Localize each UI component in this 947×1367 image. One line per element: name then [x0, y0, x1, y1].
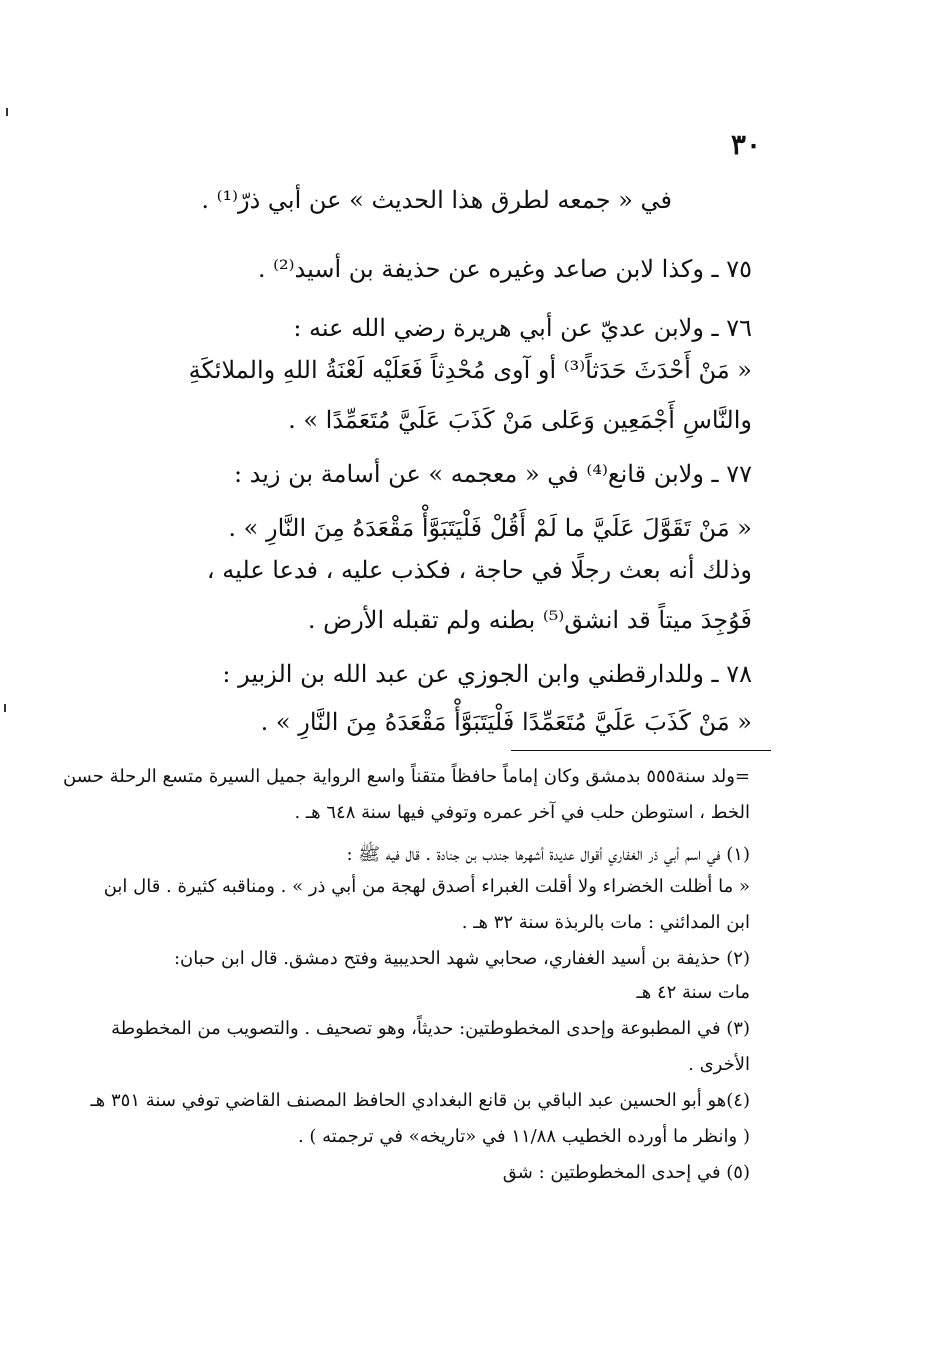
scan-margin-mark	[4, 704, 6, 712]
page-number: ٣٠	[730, 128, 761, 161]
footnote-line: مات سنة ٤٢ هـ	[636, 982, 750, 1003]
body-line: « مَنْ أَحْدَثَ حَدَثاً⁽³⁾ أو آوى مُحْدِثاً فَعَلَيْه لَعْنَةُ اللهِ والملائكَةِ	[188, 356, 752, 384]
footnote-line: الخط ، استوطن حلب في آخر عمره وتوفي فيها سنة ٦٤٨ هـ .	[294, 802, 750, 823]
body-line: ٧٥ ـ وكذا لابن صاعد وغيره عن حذيفة بن أسيد⁽²⁾ .	[257, 255, 752, 283]
footnote-line: (٣) في المطبوعة وإحدى المخطوطتين: حديثاً، وهو تصحيف . والتصويب من المخطوطة	[111, 1018, 750, 1039]
scan-margin-mark	[6, 108, 8, 116]
body-line: ٧٦ ـ ولابن عديّ عن أبي هريرة رضي الله عنه :	[293, 314, 752, 342]
footnote-line: « ما أظلت الخضراء ولا أقلت الغبراء أصدق لهجة من أبي ذر » . ومناقبه كثيرة . قال ابن	[103, 876, 750, 897]
body-line: وذلك أنه بعث رجلًا في حاجة ، فكذب عليه ، فدعا عليه ،	[206, 556, 752, 584]
body-line: فَوُجِدَ ميتاً قد انشق⁽⁵⁾ بطنه ولم تقبله الأرض .	[307, 606, 752, 634]
footnote-line: ابن المدائني : مات بالربذة سنة ٣٢ هـ .	[461, 912, 750, 933]
body-line: والنَّاسِ أَجْمَعِين وَعَلى مَنْ كَذَبَ عَلَيَّ مُتَعَمِّدًا » .	[288, 406, 752, 434]
body-line: « مَنْ كَذَبَ عَلَيَّ مُتَعَمِّدًا فَلْيَتَبَوَّأْ مَقْعَدَهُ مِنَ النَّارِ » .	[260, 708, 752, 736]
footnote-line: (٥) في إحدى المخطوطتين : شق	[502, 1162, 750, 1183]
footnote-divider	[511, 750, 771, 751]
body-line: « مَنْ تَقَوَّلَ عَلَيَّ ما لَمْ أَقُلْ فَلْيَتَبَوَّأْ مَقْعَدَهُ مِنَ النَّارِ » .	[228, 514, 752, 542]
footnote-line: (٤)هو أبو الحسين عبد الباقي بن قانع البغدادي الحافظ المصنف القاضي توفي سنة ٣٥١ هـ	[90, 1090, 750, 1111]
body-line: ٧٨ ـ وللدارقطني وابن الجوزي عن عبد الله بن الزبير :	[222, 660, 752, 688]
body-line: ٧٧ ـ ولابن قانع⁽⁴⁾ في « معجمه » عن أسامة بن زيد :	[233, 460, 752, 488]
footnote-line: الأخرى .	[688, 1054, 750, 1075]
body-line: في « جمعه لطرق هذا الحديث » عن أبي ذرّ⁽¹⁾ .	[201, 186, 672, 214]
footnote-line: (١) في اسم أبي ذر الغفاري أقوال عديدة أشهرها جندب بن جنادة . قال فيه ﷺ :	[346, 844, 750, 865]
footnote-line: (٢) حذيفة بن أسيد الغفاري، صحابي شهد الحديبية وفتح دمشق. قال ابن حبان:	[173, 948, 750, 969]
footnote-line: =ولد سنة٥٥٥ بدمشق وكان إماماً حافظاً متقناً واسع الرواية جميل السيرة متسع الرحلة حسن	[62, 766, 750, 787]
footnote-line: ( وانظر ما أورده الخطيب ١١/٨٨ في «تاريخه» في ترجمته ) .	[297, 1126, 750, 1147]
